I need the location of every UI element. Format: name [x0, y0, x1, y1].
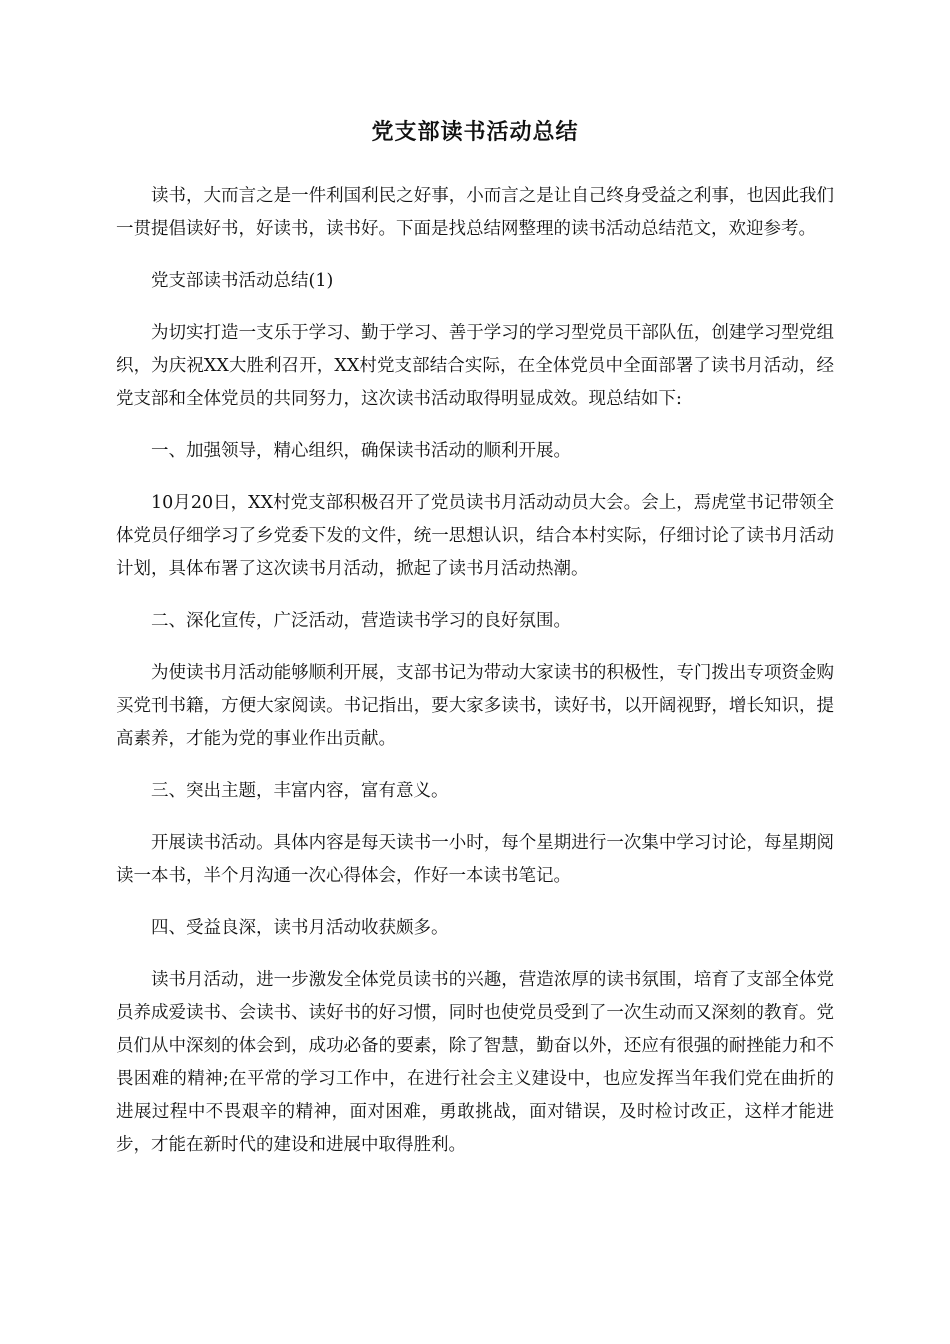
- body-paragraph: 10月20日，XX村党支部积极召开了党员读书月活动动员大会。会上，焉虎堂书记带领全体党员仔细学习了乡党委下发的文件，统一思想认识，结合本村实际，仔细讨论了读书月活动计划，具体布署了这次读书月活动，掀起了读书月活动热潮。: [116, 493, 834, 579]
- section-heading: 党支部读书活动总结(1): [151, 271, 334, 291]
- body-paragraph: 为使读书月活动能够顺利开展，支部书记为带动大家读书的积极性，专门拨出专项资金购买党刊书籍，方便大家阅读。书记指出，要大家多读书，读好书，以开阔视野，增长知识，提高素养，才能为党的事业作出贡献。: [116, 663, 834, 749]
- document-body: [116, 180, 834, 1181]
- section-heading: 四、受益良深，读书月活动收获颇多。: [151, 918, 449, 938]
- document-title: 党支部读书活动总结: [371, 119, 579, 145]
- section-heading: 一、加强领导，精心组织，确保读书活动的顺利开展。: [151, 441, 571, 461]
- section-heading: 二、深化宣传，广泛活动，营造读书学习的良好氛围。: [151, 611, 571, 631]
- section-heading: 三、突出主题，丰富内容，富有意义。: [151, 781, 449, 801]
- body-paragraph: 开展读书活动。具体内容是每天读书一小时，每个星期进行一次集中学习讨论，每星期阅读一本书，半个月沟通一次心得体会，作好一本读书笔记。: [116, 833, 834, 886]
- intro-paragraph: 读书，大而言之是一件利国利民之好事，小而言之是让自己终身受益之利事，也因此我们一贯提倡读好书，好读书，读书好。下面是找总结网整理的读书活动总结范文，欢迎参考。: [116, 186, 834, 239]
- body-paragraph: 为切实打造一支乐于学习、勤于学习、善于学习的学习型党员干部队伍，创建学习型党组织，为庆祝XX大胜利召开，XX村党支部结合实际，在全体党员中全面部署了读书月活动，经党支部和全体党员的共同努力，这次读书活动取得明显成效。现总结如下:: [116, 323, 834, 409]
- body-paragraph: 读书月活动，进一步激发全体党员读书的兴趣，营造浓厚的读书氛围，培育了支部全体党员养成爱读书、会读书、读好书的好习惯，同时也使党员受到了一次生动而又深刻的教育。党员们从中深刻的体会到，成功必备的要素，除了智慧，勤奋以外，还应有很强的耐挫能力和不畏困难的精神;在平常的学习工作中，在进行社会主义建设中，也应发挥当年我们党在曲折的进展过程中不畏艰辛的精神，面对困难，勇敢挑战，面对错误，及时检讨改正，这样才能进步，才能在新时代的建设和进展中取得胜利。: [116, 970, 834, 1155]
